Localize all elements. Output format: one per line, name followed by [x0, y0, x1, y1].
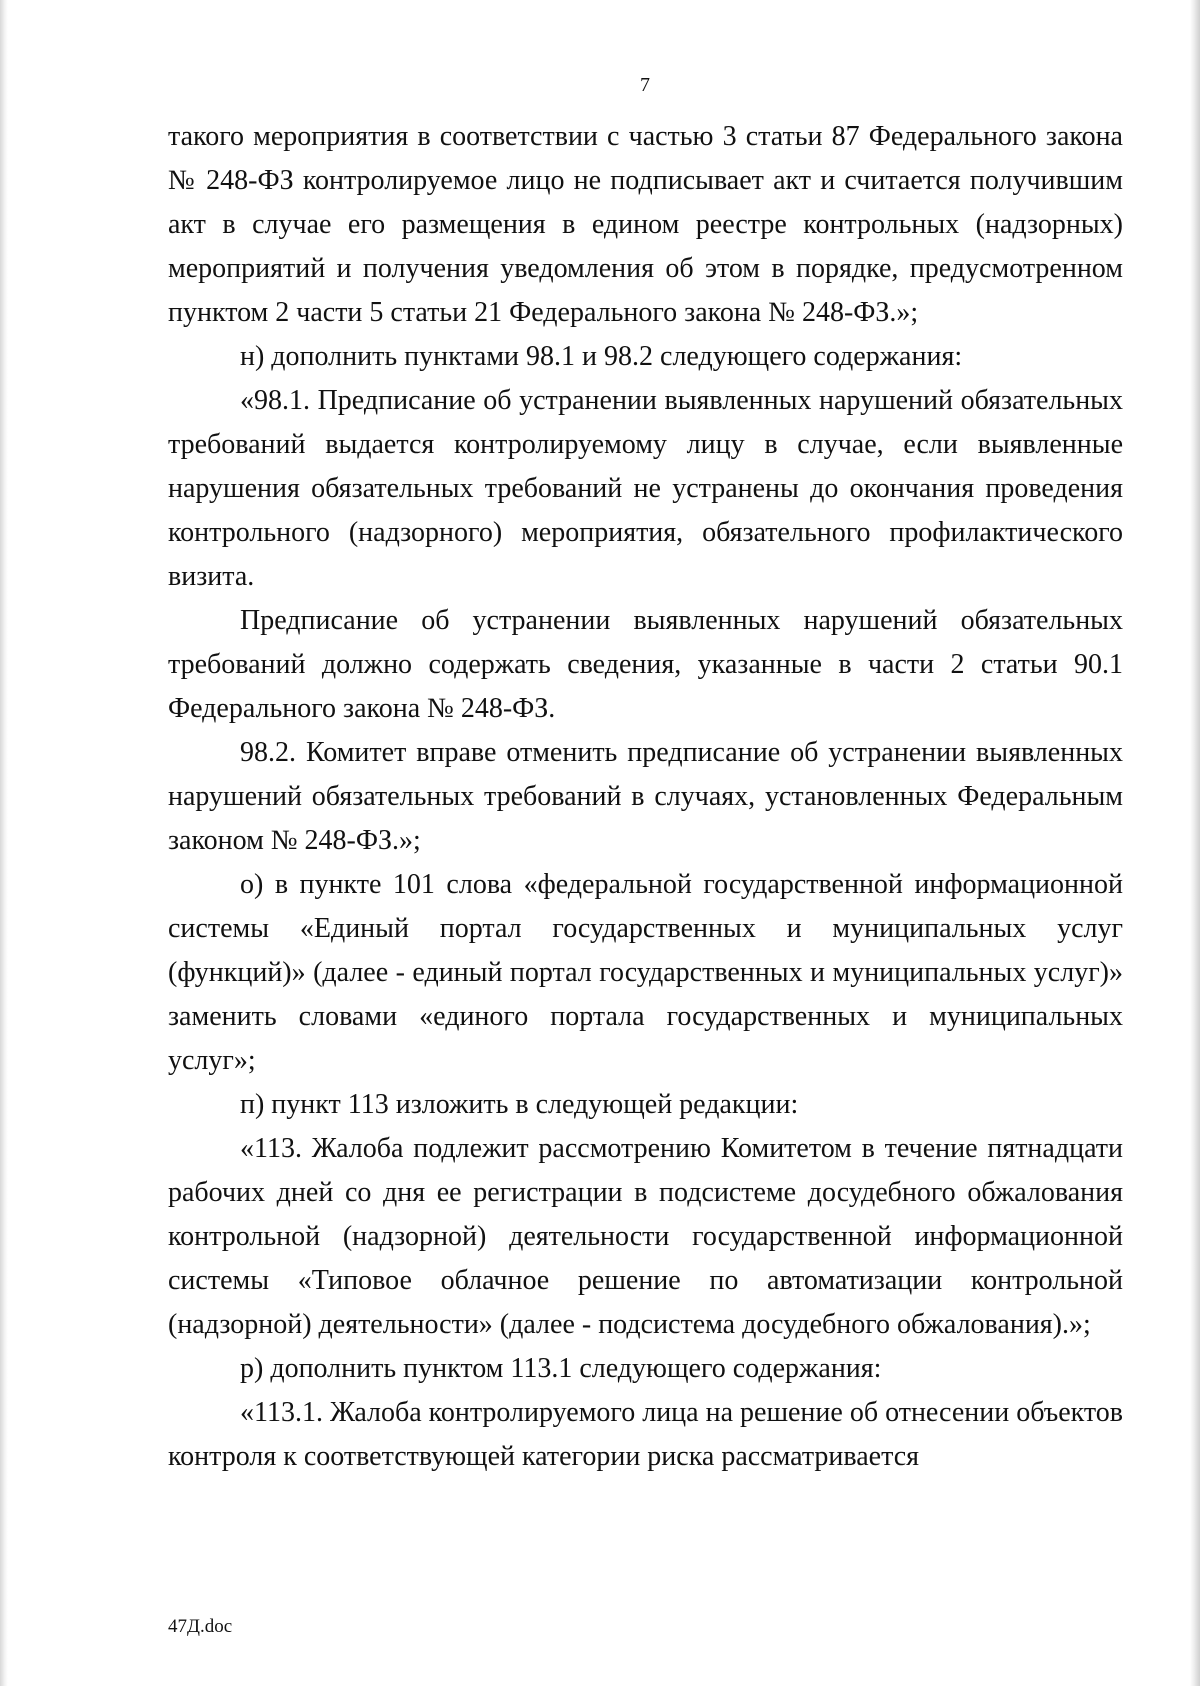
- paragraph-item-p: п) пункт 113 изложить в следующей редакции:: [240, 1089, 799, 1120]
- paragraph-98-1-content: Предписание об устранении выявленных нарушений обязательных требований должно содержать сведения, указанные в части 2 статьи 90.1 Федерального закона № 248-ФЗ.: [168, 605, 1123, 724]
- scan-edge-right: [1190, 0, 1200, 1686]
- paragraph-continuation: такого мероприятия в соответствии с частью 3 статьи 87 Федерального закона № 248-ФЗ контролируемое лицо не подписывает акт и считается получившим акт в случае его размещения в едином реестре контрольных (надзорных) мероприятий и получения уведомления об этом в порядке, предусмотренном пунктом 2 части 5 статьи 21 Федерального закона № 248-ФЗ.»;: [168, 121, 1123, 328]
- paragraph-98-1: «98.1. Предписание об устранении выявленных нарушений обязательных требований выдается контролируемому лицу в случае, если выявленные нарушения обязательных требований не устранены до окончания проведения контрольного (надзорного) мероприятия, обязательного профилактического визита.: [168, 385, 1123, 592]
- page-number: 7: [640, 74, 650, 96]
- footer-filename: 47Д.doc: [168, 1616, 233, 1637]
- paragraph-item-r: р) дополнить пунктом 113.1 следующего содержания:: [240, 1353, 882, 1384]
- paragraph-98-2: 98.2. Комитет вправе отменить предписание об устранении выявленных нарушений обязательных требований в случаях, установленных Федеральным законом № 248-ФЗ.»;: [168, 737, 1123, 856]
- paragraph-113-1: «113.1. Жалоба контролируемого лица на решение об отнесении объектов контроля к соответствующей категории риска рассматривается: [168, 1397, 1123, 1472]
- paragraph-item-o: о) в пункте 101 слова «федеральной государственной информационной системы «Единый портал государственных и муниципальных услуг (функций)» (далее - единый портал государственных и муниципальных услуг)» заменить словами «единого портала государственных и муниципальных услуг»;: [168, 869, 1123, 1076]
- paragraph-item-n: н) дополнить пунктами 98.1 и 98.2 следующего содержания:: [240, 341, 963, 372]
- scan-edge-left: [0, 0, 8, 1686]
- document-body: [168, 115, 1123, 1479]
- paragraph-113: «113. Жалоба подлежит рассмотрению Комитетом в течение пятнадцати рабочих дней со дня ее регистрации в подсистеме досудебного обжалования контрольной (надзорной) деятельности государственной информационной системы «Типовое облачное решение по автоматизации контрольной (надзорной) деятельности» (далее - подсистема досудебного обжалования).»;: [168, 1133, 1123, 1340]
